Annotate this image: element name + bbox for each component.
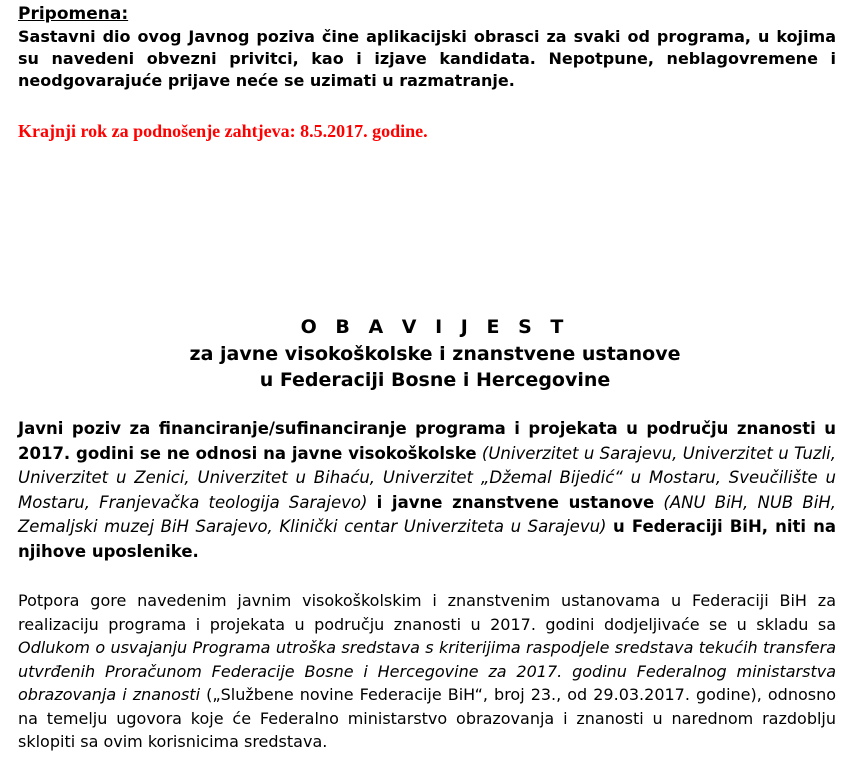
support-details: („Službene novine Federacije BiH“, broj 23., od 29.03.2017. godine), odnosno na temelju ugovora koje će Federalno ministarstvo obrazovanja i znanosti u narednom razdoblju sklopiti sa ovim korisnicima sredstava. xyxy=(18,685,837,751)
announcement-conjunction: i javne znanstvene ustanove xyxy=(376,492,655,512)
note-heading: Pripomena: xyxy=(18,4,129,24)
support-intro: Potpora gore navedenim javnim visokoškolskim i znanstvenim ustanovama u Federaciji BiH za realizaciju programa i projekata u području znanosti u 2017. godini dodjeljivaće se u skladu sa xyxy=(18,591,836,634)
deadline-notice: Krajnji rok za podnošenje zahtjeva: 8.5.2017. godine. xyxy=(18,121,428,141)
announcement-paragraph xyxy=(18,417,836,564)
universities-list: (Univerzitet u Sarajevu, Univerzitet u Tuzli, Univerzitet u Zenici, Univerzitet u Bihaću, Univerzitet „Džemal Bijedić“ u Mostaru, Sveučilište u Mostaru, Franjevačka teologija Sarajevo) xyxy=(18,443,836,512)
announcement-header xyxy=(0,313,850,393)
decision-title: Odlukom o usvajanju Programa utroška sredstava s kriterijima raspodjele sredstava tekućih transfera utvrđenih Proračunom Federacije Bosne i Hercegovine za 2017. godinu Federalnog ministarstva obrazovanja i znanosti xyxy=(18,638,836,704)
announcement-tail: u Federaciji BiH, niti na njihove uposlenike. xyxy=(18,517,836,561)
note-body: Sastavni dio ovog Javnog poziva čine aplikacijski obrasci za svaki od programa, u kojima su navedeni obvezni privitci, kao i izjave kandidata. Nepotpune, neblagovremene i neodgovarajuće prijave neće se uzimati u razmatranje. xyxy=(18,27,836,90)
institutions-list: (ANU BiH, NUB BiH, Zemaljski muzej BiH Sarajevo, Klinički centar Univerziteta u Sarajevu) xyxy=(18,492,836,536)
announcement-lead: Javni poziv za financiranje/sufinanciranje programa i projekata u području znanosti u 2017. godini se ne odnosi na javne visokoškolske xyxy=(18,419,836,463)
announcement-subtitle-line2: u Federaciji Bosne i Hercegovine xyxy=(259,369,611,391)
announcement-subtitle-line1: za javne visokoškolske i znanstvene ustanove xyxy=(189,343,681,365)
support-paragraph xyxy=(18,589,836,754)
announcement-title: O B A V I J E S T xyxy=(300,316,570,338)
